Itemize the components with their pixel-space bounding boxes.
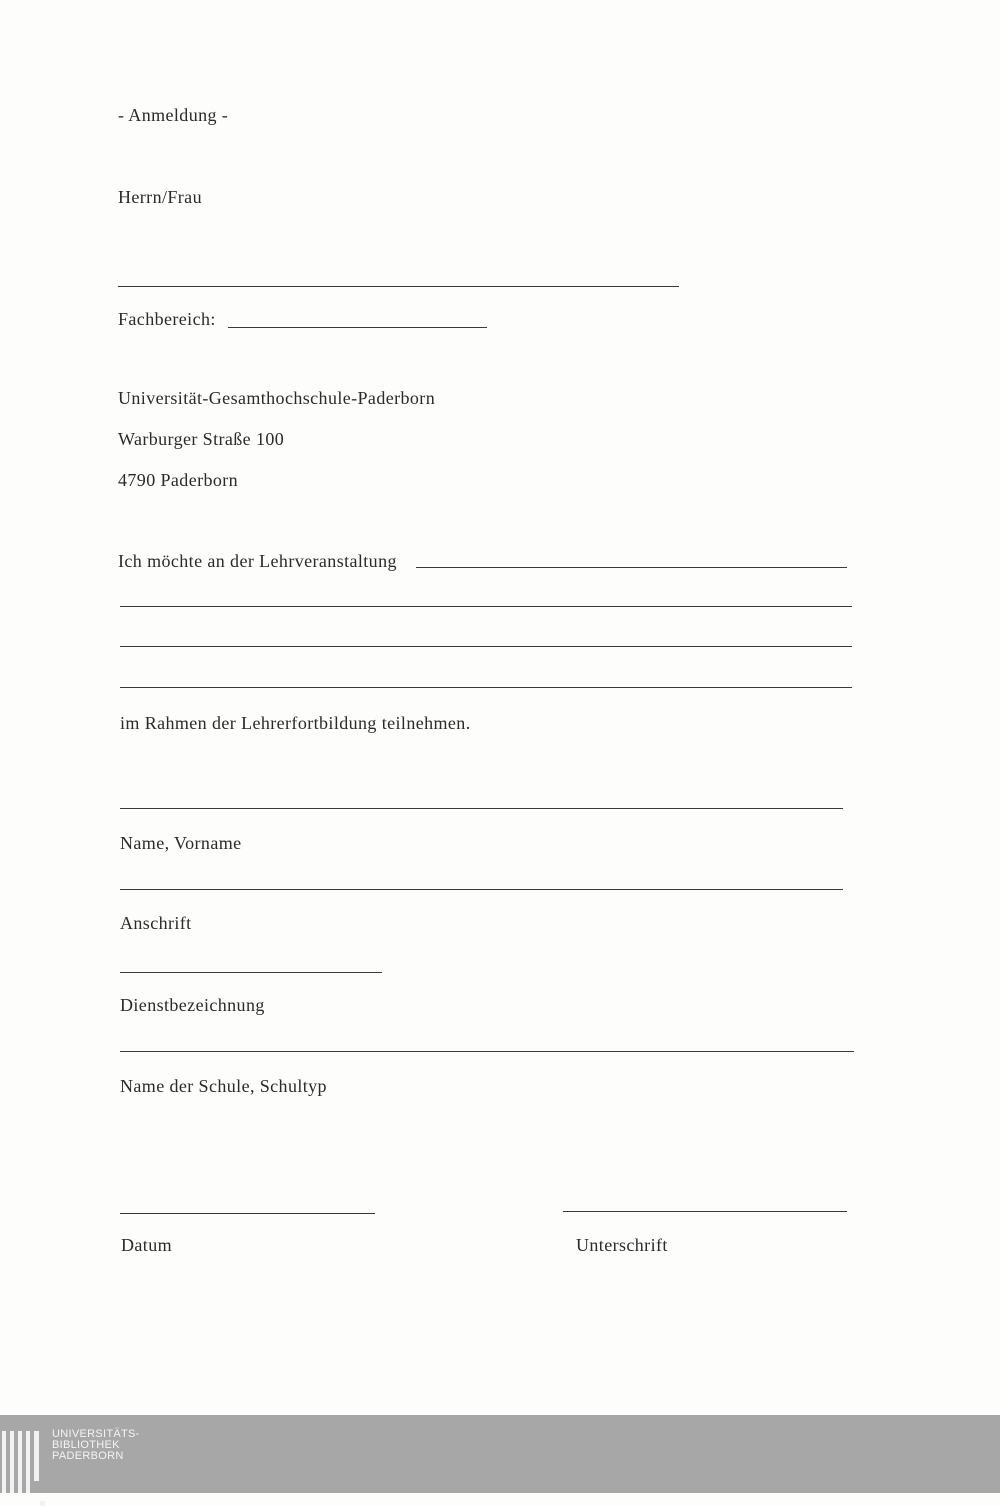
addressee-line [118, 286, 679, 287]
school-line [120, 1051, 854, 1052]
school-label: Name der Schule, Schultyp [120, 1076, 327, 1096]
logo-line-2: BIBLIOTHEK [52, 1439, 120, 1451]
library-logo-text [52, 1429, 192, 1462]
salutation-label: Herrn/Frau [118, 187, 202, 207]
department-line [228, 327, 487, 328]
logo-line-3: PADERBORN [52, 1450, 124, 1462]
department-label: Fachbereich: [118, 309, 216, 329]
signature-line [563, 1211, 847, 1212]
address-label: Anschrift [120, 913, 192, 933]
address-line-3: 4790 Paderborn [118, 470, 239, 490]
date-line [120, 1213, 375, 1214]
request-text: Ich möchte an der Lehrveranstaltung [118, 551, 397, 571]
name-label: Name, Vorname [120, 833, 242, 853]
course-line-4 [120, 687, 852, 688]
course-line-1 [416, 567, 847, 568]
address-field-line [120, 889, 843, 890]
title-label: Dienstbezeichnung [120, 995, 265, 1015]
address-line-2: Warburger Straße 100 [118, 429, 285, 449]
form-heading: - Anmeldung - [118, 105, 229, 125]
name-line [120, 808, 843, 809]
course-line-3 [120, 646, 852, 647]
course-line-2 [120, 606, 852, 607]
date-label: Datum [121, 1235, 172, 1255]
logo-line-1: UNIVERSITÄTS- [52, 1428, 140, 1440]
title-line [120, 972, 382, 973]
signature-label: Unterschrift [576, 1235, 668, 1255]
address-line-1: Universität-Gesamthochschule-Paderborn [118, 388, 436, 408]
participation-text: im Rahmen der Lehrerfortbildung teilnehmen. [120, 713, 471, 733]
